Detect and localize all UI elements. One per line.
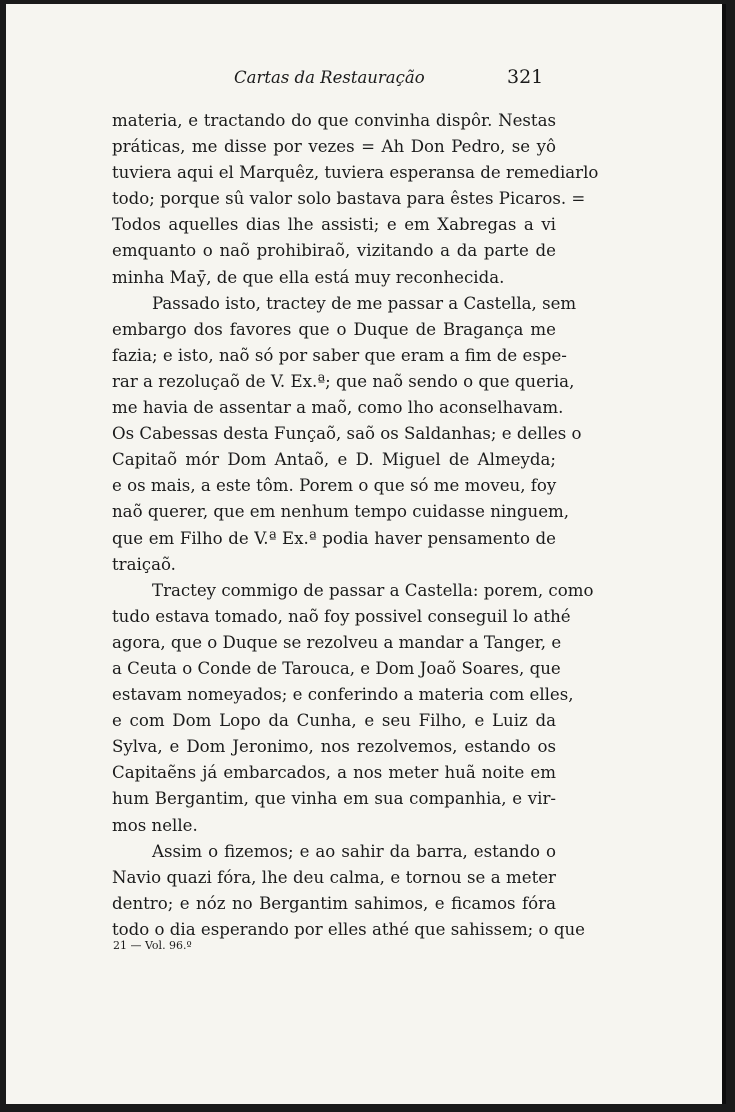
text-line: tuviera aqui el Marquêz, tuviera esperansa de remediarlo [112, 163, 599, 183]
text-line: agora, que o Duque se rezolveu a mandar a Tanger, e [112, 632, 562, 652]
text-line: Sylva, e Dom Jeronimo, nos rezolvemos, estando os [112, 737, 556, 757]
text-line: Os Cabessas desta Funçaõ, saõ os Saldanhas; e delles o [112, 424, 582, 444]
text-line: Passado isto, tractey de me passar a Castella, sem [152, 293, 577, 313]
paragraph [112, 291, 582, 578]
running-title: Cartas da Restauração [234, 68, 425, 87]
paragraph [112, 839, 585, 943]
text-line: Capitaõ mór Dom Antaõ, e D. Miguel de Almeyda; [112, 450, 556, 470]
text-line: práticas, me disse por vezes = Ah Don Pedro, se yô [112, 137, 556, 157]
paragraph [112, 578, 594, 839]
text-line: me havia de assentar a maõ, como lho aconselhavam. [112, 398, 564, 418]
text-line: que em Filho de V.ª Ex.ª podia haver pensamento de [112, 528, 556, 548]
signature-mark: 21 — Vol. 96.º [113, 939, 192, 952]
text-line: dentro; e nóz no Bergantim sahimos, e ficamos fóra [112, 893, 556, 913]
text-line: traiçaõ. [112, 554, 176, 574]
page-header [6, 66, 722, 92]
text-line: embargo dos favores que o Duque de Bragança me [112, 319, 556, 339]
text-line: Navio quazi fóra, lhe deu calma, e tornou se a meter [112, 867, 556, 887]
text-line: hum Bergantim, que vinha em sua companhia, e vir- [112, 789, 556, 809]
text-line: Todos aquelles dias lhe assisti; e em Xabregas a vi [112, 215, 556, 235]
body-text [112, 108, 599, 943]
text-line: emquanto o naõ prohibiraõ, vizitando a da parte de [112, 241, 556, 261]
book-page [6, 4, 726, 1104]
text-line: rar a rezoluçaõ de V. Ex.ª; que naõ sendo o que queria, [112, 371, 575, 391]
text-line: fazia; e isto, naõ só por saber que eram a fim de espe- [112, 345, 567, 365]
text-line: e os mais, a este tôm. Porem o que só me moveu, foy [112, 476, 557, 496]
text-line: e com Dom Lopo da Cunha, e seu Filho, e Luiz da [112, 711, 556, 731]
text-line: estavam nomeyados; e conferindo a materia com elles, [112, 685, 574, 705]
text-line: todo; porque sû valor solo bastava para êstes Picaros. = [112, 189, 586, 209]
text-line: minha Maӯ, de que ella está muy reconhecida. [112, 267, 505, 287]
text-line: Capitaẽns já embarcados, a nos meter huã noite em [112, 763, 556, 783]
text-line: Assim o fizemos; e ao sahir da barra, estando o [152, 841, 556, 861]
text-line: tudo estava tomado, naõ foy possivel conseguil lo athé [112, 606, 571, 626]
text-line: Tractey commigo de passar a Castella: porem, como [152, 580, 594, 600]
text-line: a Ceuta o Conde de Tarouca, e Dom Joaõ Soares, que [112, 658, 561, 678]
paragraph [112, 108, 599, 291]
text-line: mos nelle. [112, 815, 198, 835]
text-line: todo o dia esperando por elles athé que sahissem; o que [112, 919, 585, 939]
page-number: 321 [507, 66, 544, 88]
text-line: naõ querer, que em nenhum tempo cuidasse ninguem, [112, 502, 570, 522]
text-line: materia, e tractando do que convinha dispôr. Nestas [112, 111, 556, 130]
